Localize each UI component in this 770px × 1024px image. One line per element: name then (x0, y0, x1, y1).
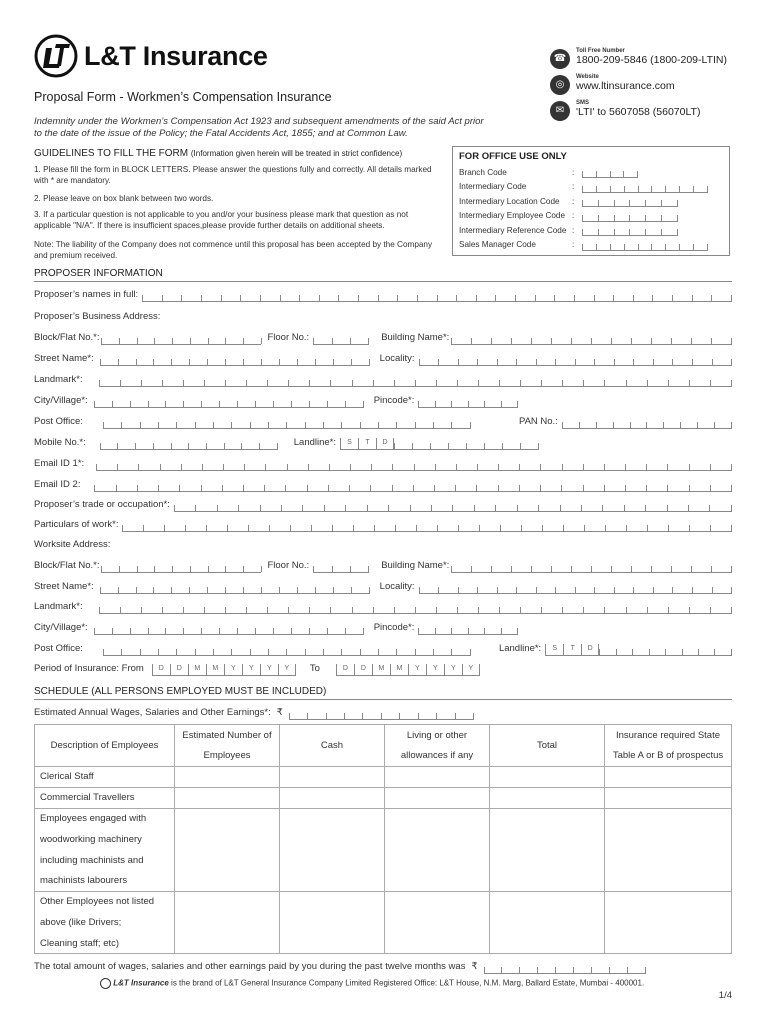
trade-row (34, 496, 732, 512)
ws-landline-field[interactable] (599, 644, 732, 656)
cell[interactable] (605, 808, 732, 891)
mobile-field[interactable] (100, 438, 278, 450)
landline-field[interactable] (394, 438, 539, 450)
ws-street-row (34, 578, 732, 594)
std-d: D (376, 438, 394, 450)
cell[interactable] (605, 891, 732, 953)
std-s: S (340, 438, 358, 450)
email2-row (34, 476, 732, 492)
page-number: 1/4 (718, 990, 732, 1001)
ws-city-label: City/Village*: (34, 622, 88, 633)
work-row (34, 516, 732, 532)
ws-pincode-label: Pincode*: (373, 622, 415, 633)
date-y: Y (426, 664, 444, 676)
worksite-heading (34, 536, 110, 552)
business-address-heading (34, 308, 160, 324)
period-to-label: To (309, 663, 320, 674)
ws-block-row (34, 557, 732, 573)
manager-code-label: Sales Manager Code (459, 240, 536, 250)
pincode-field[interactable] (418, 396, 518, 408)
colon: : (572, 225, 575, 235)
post-office-field[interactable] (103, 417, 471, 429)
col-estimated (175, 725, 280, 767)
wages-field[interactable] (289, 708, 474, 720)
branch-code-label: Branch Code (459, 167, 507, 177)
cell[interactable] (385, 767, 490, 788)
table-header-row (35, 725, 732, 767)
pan-field[interactable] (562, 417, 732, 429)
email2-label: Email ID 2: (34, 479, 81, 490)
sms-label: SMS (576, 100, 590, 106)
ws-locality-field[interactable] (419, 582, 732, 594)
cell[interactable] (280, 808, 385, 891)
ws-city-row (34, 619, 732, 635)
brand-logo (34, 34, 268, 78)
website-link[interactable]: www.ltinsurance.com (576, 80, 675, 92)
period-from-field[interactable] (152, 664, 296, 676)
city-row (34, 392, 732, 408)
date-d: D (354, 664, 372, 676)
colon: : (572, 211, 575, 221)
ws-landmark-label: Landmark*: (34, 601, 83, 612)
footer-logo-icon (100, 978, 111, 989)
manager-code-field[interactable] (582, 239, 708, 251)
rupee-icon: ₹ (276, 707, 283, 718)
business-address-label: Proposer’s Business Address: (34, 311, 161, 322)
row-label: machinists labourers (35, 870, 175, 891)
date-d: D (152, 664, 170, 676)
ws-locality-label: Locality: (379, 581, 415, 592)
location-code-label: Intermediary Location Code (459, 196, 560, 206)
date-y: Y (260, 664, 278, 676)
row-label: woodworking machinery (35, 829, 175, 850)
block-row (34, 329, 732, 345)
floor-field[interactable] (313, 333, 369, 345)
date-m: M (188, 664, 206, 676)
date-m: M (206, 664, 224, 676)
building-field[interactable] (451, 333, 732, 345)
cell[interactable] (175, 787, 280, 808)
ws-city-field[interactable] (94, 623, 364, 635)
work-field[interactable] (122, 520, 732, 532)
ws-floor-field[interactable] (313, 561, 369, 573)
ws-floor-label: Floor No.: (267, 560, 310, 571)
mobile-label: Mobile No.*: (34, 437, 86, 448)
ws-landmark-field[interactable] (99, 602, 732, 614)
col-insurance (605, 725, 732, 767)
intermediary-code-label: Intermediary Code (459, 182, 527, 192)
row-label: Other Employees not listed (35, 891, 175, 912)
ws-post-field[interactable] (103, 644, 471, 656)
reference-code-label: Intermediary Reference Code (459, 225, 567, 235)
ws-building-label: Building Name*: (381, 560, 450, 571)
landmark-row (34, 371, 732, 387)
ws-landline-label: Landline*: (498, 643, 542, 654)
globe-icon: ◎ (550, 75, 570, 95)
date-d: D (170, 664, 188, 676)
email1-field[interactable] (96, 459, 732, 471)
date-m: M (390, 664, 408, 676)
form-title: Proposal Form - Workmen’s Compensation Insurance (34, 90, 332, 104)
ws-building-field[interactable] (451, 561, 732, 573)
std-s: S (545, 644, 563, 656)
landmark-label: Landmark*: (34, 374, 83, 385)
date-y: Y (278, 664, 296, 676)
street-label: Street Name*: (34, 353, 94, 364)
guideline-1: 1. Please fill the form in BLOCK LETTERS. Please answer the questions fully and correctly. All details marked with * are mandatory. (34, 165, 432, 185)
table-row (35, 808, 732, 829)
location-code-field[interactable] (582, 195, 678, 207)
col-living-l1: Living or other (406, 729, 468, 741)
cell[interactable] (280, 787, 385, 808)
colon: : (572, 240, 575, 250)
cell[interactable] (490, 808, 605, 891)
branch-code-field[interactable] (582, 166, 638, 178)
indemnity-text: Indemnity under the Workmen’s Compensation Act 1923 and subsequent amendments of the said Act prior to the date of the issue of the Policy; the Fatal Accidents Act, 1855; and at Common Law. (34, 116, 484, 139)
date-d: D (336, 664, 354, 676)
ws-post-label: Post Office: (34, 643, 83, 654)
work-label: Particulars of work*: (34, 519, 119, 530)
employee-code-field[interactable] (582, 210, 678, 222)
office-heading: FOR OFFICE USE ONLY (459, 151, 567, 162)
schedule-table (34, 724, 732, 954)
col-insurance-l1: Insurance required State (615, 729, 721, 741)
row-label: Commercial Travellers (35, 787, 175, 808)
ws-post-row (34, 640, 732, 656)
contact-block (550, 48, 765, 126)
cell[interactable] (280, 767, 385, 788)
lt-logo-icon (34, 34, 78, 78)
intermediary-code-field[interactable] (582, 181, 708, 193)
ws-std-field[interactable] (545, 644, 599, 656)
schedule-section-heading: SCHEDULE (ALL PERSONS EMPLOYED MUST BE INCLUDED) (34, 686, 732, 700)
ws-block-label: Block/Flat No.*: (34, 560, 100, 571)
ws-street-field[interactable] (100, 582, 370, 594)
guideline-2: 2. Please leave on box blank between two words. (34, 194, 214, 203)
col-insurance-l2: Table A or B of prospectus (612, 749, 724, 761)
col-estimated-l1: Estimated Number of (182, 729, 272, 741)
row-label: including machinists and (35, 850, 175, 871)
proposer-name-label: Proposer’s names in full: (34, 289, 139, 300)
table-row (35, 767, 732, 788)
cell[interactable] (280, 891, 385, 953)
proposer-section-heading: PROPOSER INFORMATION (34, 268, 732, 282)
col-total: Total (490, 725, 605, 767)
ws-landmark-row (34, 598, 732, 614)
post-row (34, 413, 732, 429)
city-label: City/Village*: (34, 395, 88, 406)
cell[interactable] (385, 891, 490, 953)
period-to-field[interactable] (336, 664, 480, 676)
web-label: Website (576, 74, 599, 80)
guidelines-note: (Information given herein will be treated in strict confidence) (190, 149, 403, 158)
period-row (34, 660, 732, 676)
pan-label: PAN No.: (518, 416, 558, 427)
guideline-note: Note: The liability of the Company does not commence until this proposal has been accepted by the Company and premium received. (34, 240, 433, 260)
toll-number: 1800-209-5846 (1800-209-LTIN) (576, 54, 727, 66)
floor-label: Floor No.: (267, 332, 310, 343)
reference-code-field[interactable] (582, 224, 678, 236)
std-code-field[interactable] (340, 438, 394, 450)
ws-block-field[interactable] (101, 561, 261, 573)
col-living-l2: allowances if any (400, 749, 474, 761)
table-row (35, 787, 732, 808)
cell[interactable] (490, 787, 605, 808)
email1-label: Email ID 1*: (34, 458, 85, 469)
sms-value: 'LTI' to 5607058 (56070LT) (576, 106, 701, 118)
total-wages-field[interactable] (484, 962, 647, 974)
date-y: Y (408, 664, 426, 676)
proposer-name-row (34, 286, 732, 302)
building-label: Building Name*: (381, 332, 450, 343)
wages-label: Estimated Annual Wages, Salaries and Other Earnings*: (34, 707, 271, 718)
row-label: Clerical Staff (35, 767, 175, 788)
col-estimated-l2: Employees (203, 749, 251, 761)
locality-label: Locality: (379, 353, 415, 364)
trade-label: Proposer’s trade or occupation*: (34, 499, 170, 510)
cell[interactable] (605, 787, 732, 808)
street-field[interactable] (100, 354, 370, 366)
brand-name: L&T Insurance (84, 40, 268, 71)
block-label: Block/Flat No.*: (34, 332, 100, 343)
cell[interactable] (385, 787, 490, 808)
std-t: T (563, 644, 581, 656)
col-living (385, 725, 490, 767)
period-label: Period of Insurance: From (34, 663, 144, 674)
cell[interactable] (385, 808, 490, 891)
table-row (35, 891, 732, 912)
street-row (34, 350, 732, 366)
sms-icon: ✉ (550, 101, 570, 121)
proposer-name-field[interactable] (142, 290, 732, 302)
row-label: Cleaning staff; etc) (35, 933, 175, 954)
landmark-field[interactable] (99, 375, 732, 387)
cell[interactable] (605, 767, 732, 788)
cell[interactable] (175, 891, 280, 953)
col-description: Description of Employees (35, 725, 175, 767)
cell[interactable] (175, 767, 280, 788)
guidelines-title: GUIDELINES TO FILL THE FORM (34, 148, 189, 159)
cell[interactable] (490, 891, 605, 953)
col-cash: Cash (280, 725, 385, 767)
guidelines-heading (34, 148, 402, 159)
block-field[interactable] (101, 333, 261, 345)
post-office-label: Post Office: (34, 416, 83, 427)
employee-code-label: Intermediary Employee Code (459, 211, 566, 221)
wages-row (34, 704, 474, 720)
locality-field[interactable] (419, 354, 732, 366)
rupee-icon: ₹ (471, 961, 478, 972)
toll-label: Toll Free Number (576, 48, 625, 54)
cell[interactable] (490, 767, 605, 788)
landline-label: Landline*: (293, 437, 337, 448)
footer (100, 978, 720, 989)
date-m: M (372, 664, 390, 676)
date-y: Y (462, 664, 480, 676)
row-label: Employees engaged with (35, 808, 175, 829)
phone-row (34, 434, 732, 450)
colon: : (572, 182, 575, 192)
office-use-box (452, 146, 730, 256)
worksite-label: Worksite Address: (34, 539, 111, 550)
std-t: T (358, 438, 376, 450)
date-y: Y (242, 664, 260, 676)
date-y: Y (444, 664, 462, 676)
pincode-label: Pincode*: (373, 395, 415, 406)
ws-street-label: Street Name*: (34, 581, 94, 592)
phone-icon: ☎ (550, 49, 570, 69)
ws-pincode-field[interactable] (418, 623, 518, 635)
cell[interactable] (175, 808, 280, 891)
footer-text: is the brand of L&T General Insurance Company Limited Registered Office: L&T House, N.M. Marg, Ballard Estate, Mumbai - 400001. (171, 978, 645, 988)
email2-field[interactable] (94, 480, 732, 492)
colon: : (572, 196, 575, 206)
total-wages-row (34, 958, 646, 974)
footer-brand: L&T Insurance (113, 978, 169, 988)
date-y: Y (224, 664, 242, 676)
std-d: D (581, 644, 599, 656)
colon: : (572, 167, 575, 177)
total-wages-label: The total amount of wages, salaries and other earnings paid by you during the past twelve months was (34, 961, 466, 972)
row-label: above (like Drivers; (35, 912, 175, 933)
email1-row (34, 455, 732, 471)
city-field[interactable] (94, 396, 364, 408)
trade-field[interactable] (174, 500, 732, 512)
guideline-3: 3. If a particular question is not applicable to you and/or your business please mark that question as not applicable "N/A". If there is insufficient spaces,please provide further details on additional sheets. (34, 210, 409, 230)
